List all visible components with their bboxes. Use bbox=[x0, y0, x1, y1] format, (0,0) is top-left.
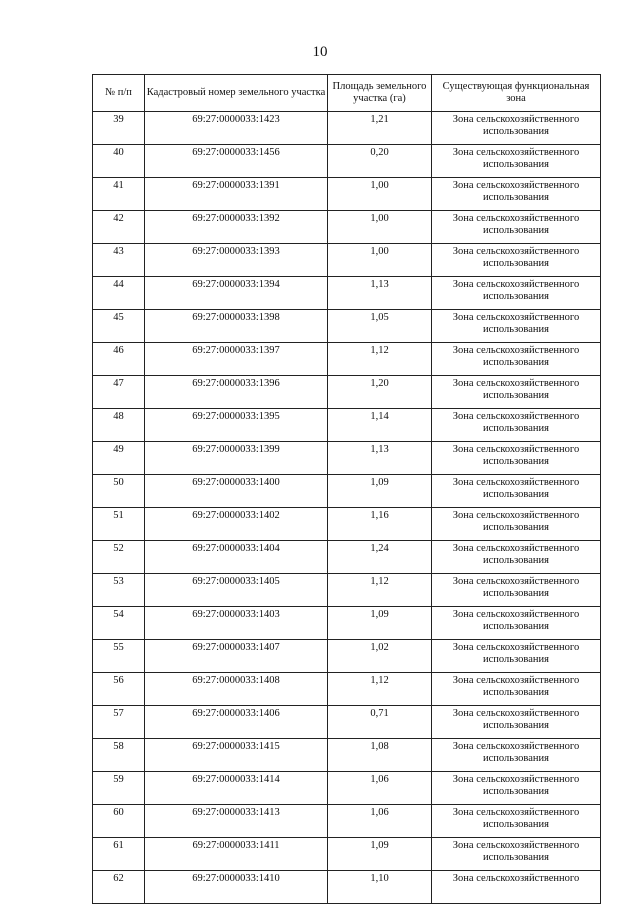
cell-area: 1,00 bbox=[328, 178, 432, 211]
cell-cadastral-number: 69:27:0000033:1411 bbox=[145, 838, 328, 871]
cell-area: 1,09 bbox=[328, 475, 432, 508]
cell-cadastral-number: 69:27:0000033:1405 bbox=[145, 574, 328, 607]
table-row bbox=[93, 442, 601, 475]
cell-cadastral-number: 69:27:0000033:1413 bbox=[145, 805, 328, 838]
cell-cadastral-number: 69:27:0000033:1408 bbox=[145, 673, 328, 706]
table-row bbox=[93, 673, 601, 706]
cell-cadastral-number: 69:27:0000033:1400 bbox=[145, 475, 328, 508]
cell-area: 1,09 bbox=[328, 838, 432, 871]
cell-functional-zone: Зона сельскохозяйственного использования bbox=[432, 673, 601, 706]
cell-functional-zone: Зона сельскохозяйственного использования bbox=[432, 805, 601, 838]
header-num: № п/п bbox=[93, 75, 145, 112]
table-row bbox=[93, 376, 601, 409]
cell-cadastral-number: 69:27:0000033:1395 bbox=[145, 409, 328, 442]
table-row bbox=[93, 409, 601, 442]
header-area: Площадь земельного участка (га) bbox=[328, 75, 432, 112]
table-row bbox=[93, 244, 601, 277]
table-row bbox=[93, 541, 601, 574]
cell-cadastral-number: 69:27:0000033:1456 bbox=[145, 145, 328, 178]
cell-functional-zone: Зона сельскохозяйственного использования bbox=[432, 574, 601, 607]
cell-area: 1,02 bbox=[328, 640, 432, 673]
cell-num: 46 bbox=[93, 343, 145, 376]
cell-area: 1,12 bbox=[328, 673, 432, 706]
cell-functional-zone: Зона сельскохозяйственного использования bbox=[432, 508, 601, 541]
cell-functional-zone: Зона сельскохозяйственного использования bbox=[432, 376, 601, 409]
cell-num: 54 bbox=[93, 607, 145, 640]
cell-area: 1,06 bbox=[328, 772, 432, 805]
cell-num: 58 bbox=[93, 739, 145, 772]
cell-functional-zone: Зона сельскохозяйственного использования bbox=[432, 442, 601, 475]
cell-area: 1,20 bbox=[328, 376, 432, 409]
cell-area: 1,10 bbox=[328, 871, 432, 904]
cell-num: 45 bbox=[93, 310, 145, 343]
cell-num: 60 bbox=[93, 805, 145, 838]
cell-area: 1,12 bbox=[328, 343, 432, 376]
cell-area: 1,13 bbox=[328, 442, 432, 475]
cell-cadastral-number: 69:27:0000033:1396 bbox=[145, 376, 328, 409]
cell-num: 57 bbox=[93, 706, 145, 739]
cell-num: 41 bbox=[93, 178, 145, 211]
cell-cadastral-number: 69:27:0000033:1393 bbox=[145, 244, 328, 277]
cell-num: 61 bbox=[93, 838, 145, 871]
cell-area: 1,14 bbox=[328, 409, 432, 442]
cell-area: 1,21 bbox=[328, 112, 432, 145]
cell-num: 55 bbox=[93, 640, 145, 673]
cell-num: 51 bbox=[93, 508, 145, 541]
cell-num: 43 bbox=[93, 244, 145, 277]
table-body bbox=[93, 112, 601, 904]
cell-functional-zone: Зона сельскохозяйственного использования bbox=[432, 409, 601, 442]
cell-area: 1,06 bbox=[328, 805, 432, 838]
cell-functional-zone: Зона сельскохозяйственного использования bbox=[432, 838, 601, 871]
table-row bbox=[93, 805, 601, 838]
cell-cadastral-number: 69:27:0000033:1403 bbox=[145, 607, 328, 640]
cell-num: 49 bbox=[93, 442, 145, 475]
table-row bbox=[93, 871, 601, 904]
cell-functional-zone: Зона сельскохозяйственного использования bbox=[432, 475, 601, 508]
cell-area: 1,24 bbox=[328, 541, 432, 574]
cell-cadastral-number: 69:27:0000033:1410 bbox=[145, 871, 328, 904]
table-row bbox=[93, 475, 601, 508]
cell-functional-zone: Зона сельскохозяйственного использования bbox=[432, 706, 601, 739]
cell-num: 59 bbox=[93, 772, 145, 805]
cell-cadastral-number: 69:27:0000033:1394 bbox=[145, 277, 328, 310]
cell-num: 47 bbox=[93, 376, 145, 409]
header-functional-zone: Существующая функциональная зона bbox=[432, 75, 601, 112]
cell-functional-zone: Зона сельскохозяйственного использования bbox=[432, 343, 601, 376]
cell-functional-zone: Зона сельскохозяйственного использования bbox=[432, 244, 601, 277]
cell-num: 40 bbox=[93, 145, 145, 178]
table-row bbox=[93, 640, 601, 673]
cell-functional-zone: Зона сельскохозяйственного использования bbox=[432, 541, 601, 574]
table-row bbox=[93, 508, 601, 541]
cell-area: 1,16 bbox=[328, 508, 432, 541]
table-row bbox=[93, 706, 601, 739]
cell-cadastral-number: 69:27:0000033:1414 bbox=[145, 772, 328, 805]
table-row bbox=[93, 607, 601, 640]
cell-functional-zone: Зона сельскохозяйственного bbox=[432, 871, 601, 904]
cell-area: 1,00 bbox=[328, 211, 432, 244]
cell-num: 62 bbox=[93, 871, 145, 904]
cell-functional-zone: Зона сельскохозяйственного использования bbox=[432, 772, 601, 805]
cell-cadastral-number: 69:27:0000033:1397 bbox=[145, 343, 328, 376]
table-row bbox=[93, 343, 601, 376]
cell-functional-zone: Зона сельскохозяйственного использования bbox=[432, 178, 601, 211]
table-row bbox=[93, 211, 601, 244]
table-row bbox=[93, 772, 601, 805]
land-plots-table bbox=[92, 74, 601, 904]
cell-functional-zone: Зона сельскохозяйственного использования bbox=[432, 310, 601, 343]
cell-functional-zone: Зона сельскохозяйственного использования bbox=[432, 607, 601, 640]
table-row bbox=[93, 574, 601, 607]
cell-functional-zone: Зона сельскохозяйственного использования bbox=[432, 640, 601, 673]
cell-num: 56 bbox=[93, 673, 145, 706]
cell-area: 1,09 bbox=[328, 607, 432, 640]
cell-area: 1,12 bbox=[328, 574, 432, 607]
cell-cadastral-number: 69:27:0000033:1392 bbox=[145, 211, 328, 244]
cell-area: 0,71 bbox=[328, 706, 432, 739]
cell-area: 1,08 bbox=[328, 739, 432, 772]
cell-num: 53 bbox=[93, 574, 145, 607]
cell-num: 42 bbox=[93, 211, 145, 244]
cell-num: 48 bbox=[93, 409, 145, 442]
cell-functional-zone: Зона сельскохозяйственного использования bbox=[432, 145, 601, 178]
table-row bbox=[93, 739, 601, 772]
cell-area: 1,05 bbox=[328, 310, 432, 343]
cell-num: 50 bbox=[93, 475, 145, 508]
table-row bbox=[93, 145, 601, 178]
header-row bbox=[93, 75, 601, 112]
cell-cadastral-number: 69:27:0000033:1399 bbox=[145, 442, 328, 475]
header-cadastral-number: Кадастровый номер земельного участка bbox=[145, 75, 328, 112]
cell-functional-zone: Зона сельскохозяйственного использования bbox=[432, 739, 601, 772]
cell-functional-zone: Зона сельскохозяйственного использования bbox=[432, 277, 601, 310]
cell-num: 44 bbox=[93, 277, 145, 310]
cell-cadastral-number: 69:27:0000033:1402 bbox=[145, 508, 328, 541]
table-row bbox=[93, 112, 601, 145]
cell-functional-zone: Зона сельскохозяйственного использования bbox=[432, 211, 601, 244]
cell-num: 52 bbox=[93, 541, 145, 574]
cell-area: 0,20 bbox=[328, 145, 432, 178]
cell-area: 1,13 bbox=[328, 277, 432, 310]
page-number: 10 bbox=[312, 44, 328, 60]
cell-area: 1,00 bbox=[328, 244, 432, 277]
cell-cadastral-number: 69:27:0000033:1406 bbox=[145, 706, 328, 739]
cell-cadastral-number: 69:27:0000033:1415 bbox=[145, 739, 328, 772]
cell-cadastral-number: 69:27:0000033:1407 bbox=[145, 640, 328, 673]
table-row bbox=[93, 277, 601, 310]
cell-cadastral-number: 69:27:0000033:1398 bbox=[145, 310, 328, 343]
cell-cadastral-number: 69:27:0000033:1404 bbox=[145, 541, 328, 574]
cell-num: 39 bbox=[93, 112, 145, 145]
table-row bbox=[93, 838, 601, 871]
table-header bbox=[93, 75, 601, 112]
cell-cadastral-number: 69:27:0000033:1391 bbox=[145, 178, 328, 211]
cell-cadastral-number: 69:27:0000033:1423 bbox=[145, 112, 328, 145]
table-row bbox=[93, 310, 601, 343]
cell-functional-zone: Зона сельскохозяйственного использования bbox=[432, 112, 601, 145]
table-row bbox=[93, 178, 601, 211]
